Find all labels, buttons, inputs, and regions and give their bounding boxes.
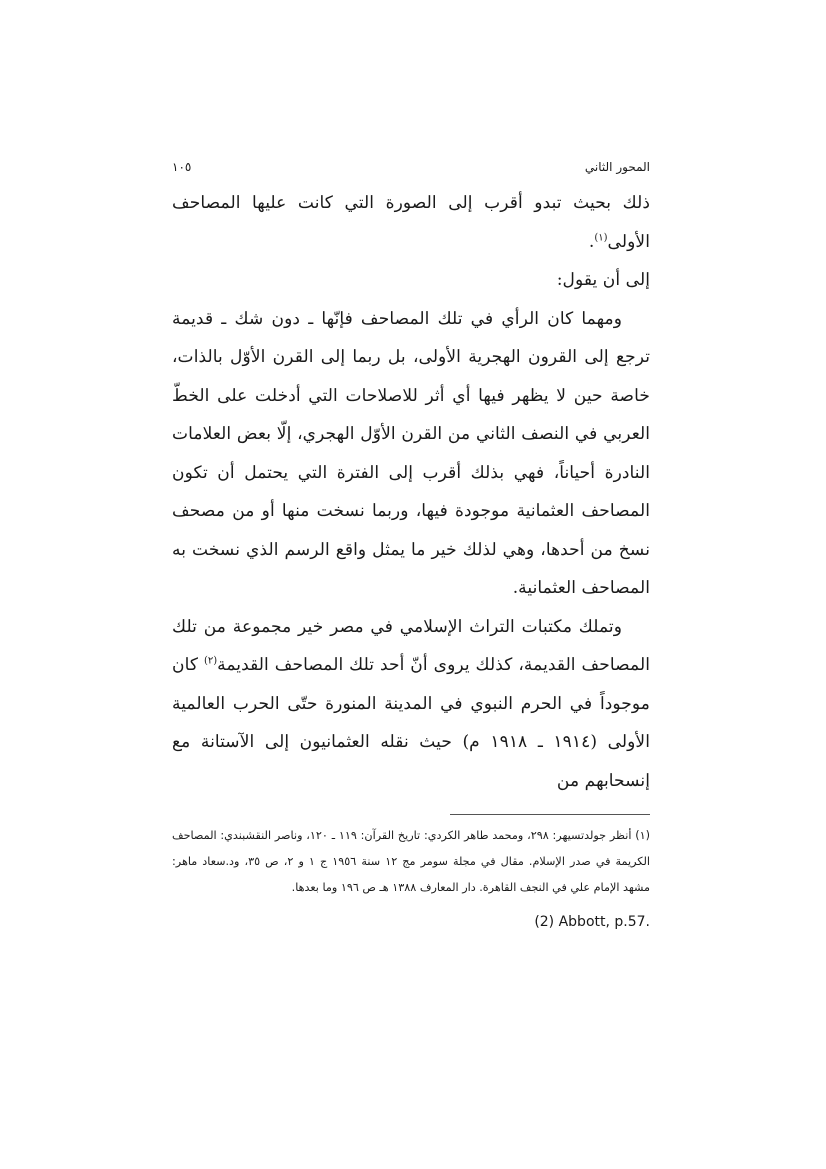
paragraph-3: ومهما كان الرأي في تلك المصاحف فإنّها ـ دون شك ـ قديمة ترجع إلى القرون الهجرية الأولى، بل ربما إلى القرن الأوّل بالذات، خاصة حين لا يظهر فيها أي أثر للاصلاحات التي أدخلت على الخطّ العربي في النصف الثاني من القرن الأوّل الهجري، إلّا بعض العلامات النادرة أحياناً، فهي بذلك أقرب إلى الفترة التي يحتمل أن تكون المصاحف العثمانية موجودة فيها، وربما نسخت منها أو من مصحف نسخ من أحدها، وهي لذلك خير ما يمثل واقع الرسم الذي نسخت به المصاحف العثمانية. xyxy=(172,308,650,598)
footnote-1: (١) أنظر جولدتسيهر: ٢٩٨، ومحمد طاهر الكردي: تاريخ القرآن: ١١٩ ـ ١٢٠، وناصر النقشبندي: المصاحف الكريمة في صدر الإسلام. مقال في مجلة سومر مج ١٢ سنة ١٩٥٦ ج ١ و ٢، ص ٣٥، ود.سعاد ماهر: مشهد الإمام علي في النجف القاهرة. دار المعارف ١٣٨٨ هـ ص ١٩٦ وما بعدها. xyxy=(172,829,650,894)
footnote-2 xyxy=(172,909,650,935)
footnote-2-text: (2) Abbott, p.57. xyxy=(534,914,650,930)
document-page xyxy=(172,160,650,935)
running-header xyxy=(172,160,650,180)
paragraph-4 xyxy=(172,608,650,801)
paragraph-4-start: وتملك مكتبات التراث الإسلامي في مصر خير مجموعة من تلك المصاحف القديمة، كذلك يروى أنّ أحد تلك المصاحف القديمة xyxy=(172,616,650,675)
footnote-ref-2[interactable]: (٢) xyxy=(203,655,218,667)
page-number: ١٠٥ xyxy=(172,160,192,174)
paragraph-1-end: . xyxy=(588,231,595,252)
paragraph-1-text: ذلك بحيث تبدو أقرب إلى الصورة التي كانت عليها المصاحف الأولى xyxy=(172,193,650,252)
main-text xyxy=(172,184,650,800)
chapter-title: المحور الثاني xyxy=(584,160,650,174)
footnote-divider xyxy=(450,814,650,815)
footnotes xyxy=(172,823,650,935)
footnote-ref-1[interactable]: (١) xyxy=(594,231,608,243)
paragraph-2: إلى أن يقول: xyxy=(556,270,650,290)
paragraph-1 xyxy=(172,184,650,261)
paragraph-4-end: كان موجوداً في الحرم النبوي في المدينة المنورة حتّى الحرب العالمية الأولى (١٩١٤ ـ ١٩١٨ م) حيث نقله العثمانيون إلى الآستانة مع إنسحابهم من xyxy=(172,655,651,791)
